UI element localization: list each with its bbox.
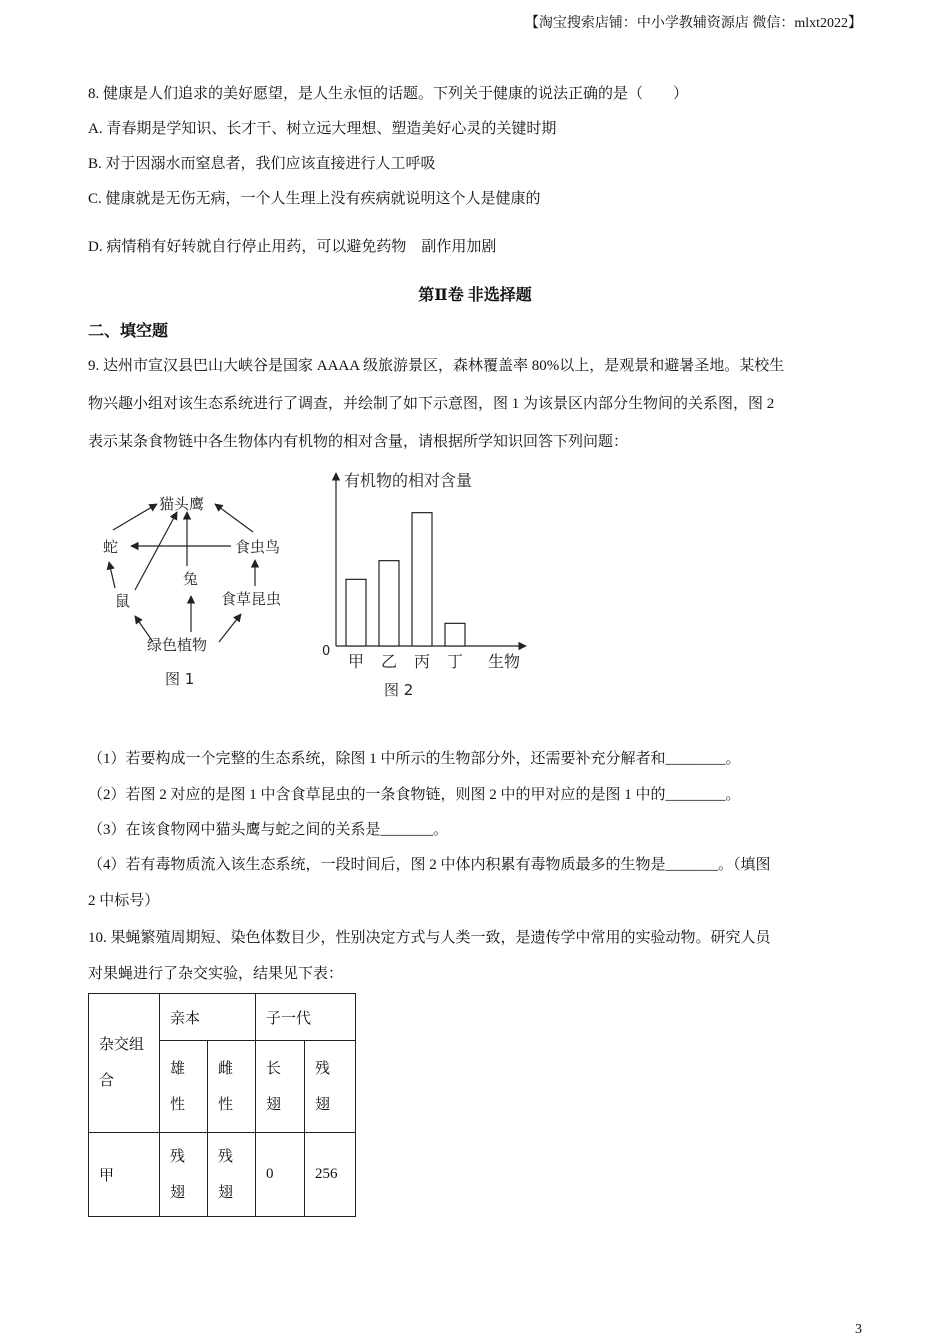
fig2-caption: 图 2 xyxy=(384,681,414,699)
q9-sub-4: （4）若有毒物质流入该生态系统，一段时间后，图 2 中体内积累有毒物质最多的生物是_______。（填图 xyxy=(88,857,771,873)
cell-long-wing-count: 0 xyxy=(256,1133,305,1217)
header-cross-group: 杂交组 合 xyxy=(89,994,160,1133)
q10-line-2: 对果蝇进行了杂交实验，结果见下表： xyxy=(88,966,344,982)
header-male: 雄 性 xyxy=(160,1041,208,1133)
q9-sub-2: （2）若图 2 对应的是图 1 中含食草昆虫的一条食物链，则图 2 中的甲对应的是图 1 中的________。 xyxy=(88,787,741,803)
bar-2 xyxy=(379,561,399,646)
fig1-caption: 图 1 xyxy=(165,670,195,688)
q9-line-2: 物兴趣小组对该生态系统进行了调查，并绘制了如下示意图，图 1 为该景区内部分生物间的关系图，图 2 xyxy=(88,396,775,412)
node-snake: 蛇 xyxy=(103,538,119,556)
arrow-rat-owl xyxy=(135,512,177,590)
node-insectivorous-bird: 食虫鸟 xyxy=(235,538,281,556)
page-number: 3 xyxy=(855,1322,862,1337)
bar-4 xyxy=(445,623,465,646)
food-web-figure xyxy=(95,480,305,695)
node-herbivorous-insect: 食草昆虫 xyxy=(221,590,282,608)
cell-group: 甲 xyxy=(89,1133,160,1217)
arrow-snake-owl xyxy=(113,504,157,530)
q9-sub-4-cont: 2 中标号） xyxy=(88,893,160,909)
category-label-4: 丁 xyxy=(446,652,464,671)
category-label-3: 丙 xyxy=(413,652,431,671)
q9-sub-3: （3）在该食物网中猫头鹰与蛇之间的关系是_______。 xyxy=(88,822,449,838)
header-offspring: 子一代 xyxy=(256,994,356,1041)
q9-line-1: 9. 达州市宣汉县巴山大峡谷是国家 AAAA 级旅游景区，森林覆盖率 80%以上，是观景和避暑圣地。某校生 xyxy=(88,358,785,374)
node-rat: 鼠 xyxy=(115,592,131,610)
table-row xyxy=(89,1133,356,1217)
bar-3 xyxy=(412,513,432,646)
q8-option-b: B. 对于因溺水而窒息者，我们应该直接进行人工呼吸 xyxy=(88,156,436,172)
q8-option-a: A. 青春期是学知识、长才干、树立远大理想、塑造美好心灵的关键时期 xyxy=(88,121,557,137)
chart-origin-label: 0 xyxy=(322,644,331,659)
q9-sub-1: （1）若要构成一个完整的生态系统，除图 1 中所示的生物部分外，还需要补充分解者和________。 xyxy=(88,751,741,767)
organic-matter-chart xyxy=(318,465,538,705)
header-vestigial-wing: 残 翅 xyxy=(305,1041,356,1133)
q8-option-d: D. 病情稍有好转就自行停止用药，可以避免药物 副作用加剧 xyxy=(88,239,497,255)
node-green-plant: 绿色植物 xyxy=(147,636,208,654)
q8-stem: 8. 健康是人们追求的美好愿望，是人生永恒的话题。下列关于健康的说法正确的是（ ） xyxy=(88,86,689,102)
cell-female-parent: 残 翅 xyxy=(208,1133,256,1217)
header-female: 雌 性 xyxy=(208,1041,256,1133)
node-rabbit: 兔 xyxy=(183,570,199,588)
q9-line-3: 表示某条食物链中各生物体内有机物的相对含量，请根据所学知识回答下列问题： xyxy=(88,434,629,450)
cell-male-parent: 残 翅 xyxy=(160,1133,208,1217)
page-header: 【淘宝搜索店铺：中小学教辅资源店 微信：mlxt2022】 xyxy=(524,16,862,31)
arrow-rat-snake xyxy=(109,562,115,588)
header-long-wing: 长 翅 xyxy=(256,1041,305,1133)
cross-experiment-table xyxy=(88,993,356,1217)
chart-title: 有机物的相对含量 xyxy=(344,471,473,490)
category-label-1: 甲 xyxy=(347,652,365,671)
part-title: 二、填空题 xyxy=(88,323,169,340)
arrow-bird-owl xyxy=(215,504,253,532)
section-title: 第Ⅱ卷 非选择题 xyxy=(418,287,532,304)
q8-option-c: C. 健康就是无伤无病，一个人生理上没有疾病就说明这个人是健康的 xyxy=(88,191,541,207)
chart-x-label: 生物 xyxy=(488,652,521,671)
bar-1 xyxy=(346,579,366,646)
cell-vestigial-wing-count: 256 xyxy=(305,1133,356,1217)
arrow-plant-insect xyxy=(219,614,241,642)
category-label-2: 乙 xyxy=(380,652,398,671)
header-parents: 亲本 xyxy=(160,994,256,1041)
node-owl: 猫头鹰 xyxy=(159,495,205,513)
q10-line-1: 10. 果蝇繁殖周期短、染色体数目少，性别决定方式与人类一致，是遗传学中常用的实验动物。研究人员 xyxy=(88,930,771,946)
